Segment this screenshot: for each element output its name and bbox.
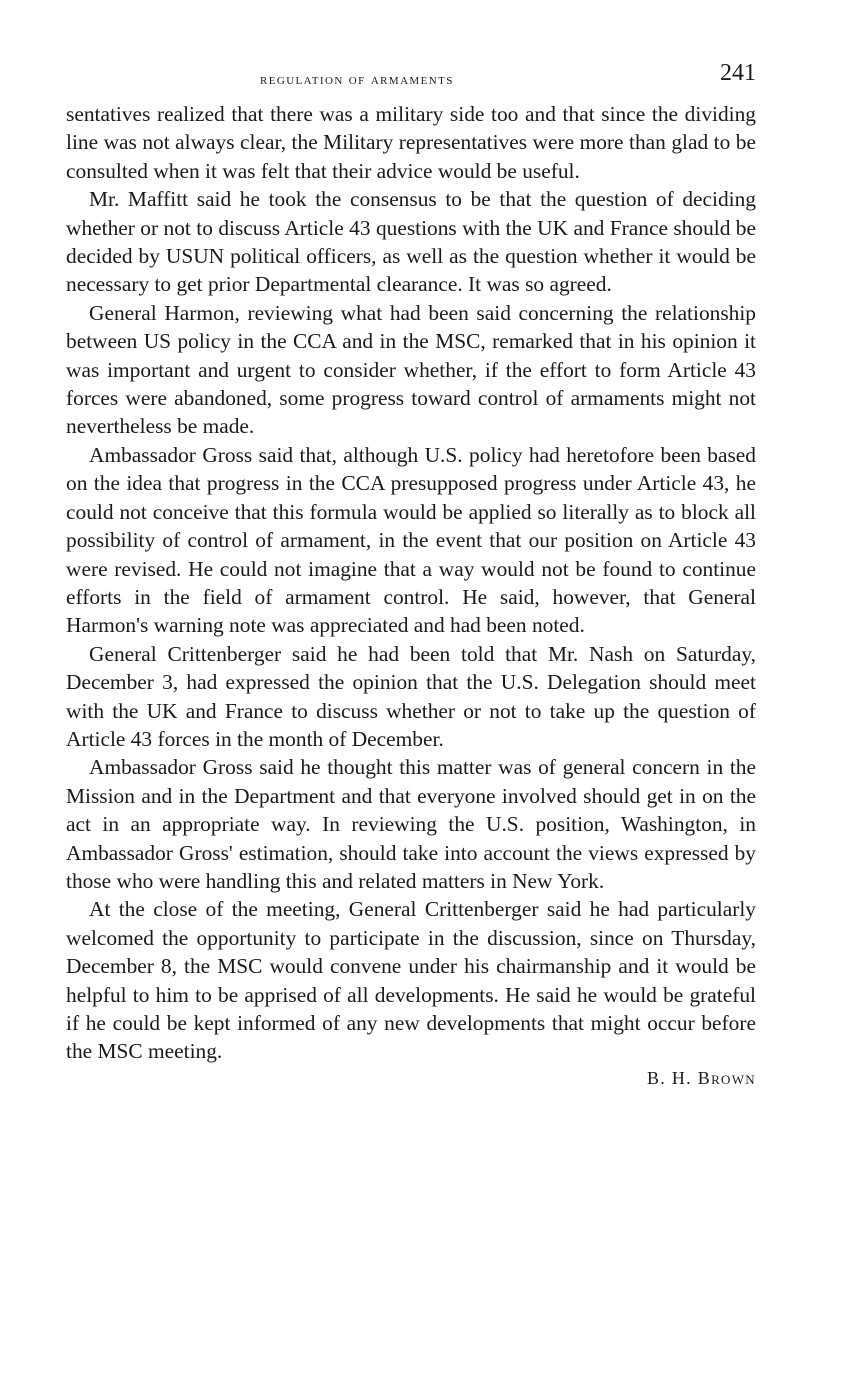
paragraph: Ambassador Gross said that, although U.S. policy had heretofore been based on the idea that progress in the CCA presupposed progress under Article 43, he could not conceive that this formula would be applied so literally as to block all possibility of control of armament, in the event that our position on Article 43 were revised. He could not imagine that a way would not be found to continue efforts in the field of armament control. He said, however, that General Harmon's warning note was appreciated and had been noted. <box>66 442 756 638</box>
paragraph-continuation: sentatives realized that there was a military side too and that since the dividing line was not always clear, the Military representatives were more than glad to be consulted when it was felt that their advice would be useful. <box>66 102 756 183</box>
running-head: regulation of armaments <box>260 72 454 88</box>
page-header <box>66 56 756 100</box>
signature: B. H. Brown <box>646 1067 756 1088</box>
page-number: 241 <box>720 60 756 86</box>
paragraph: Ambassador Gross said he thought this matter was of general concern in the Mission and in the Department and that everyone involved should get in on the act in an appropriate way. In reviewing the U.S. position, Washington, in Ambassador Gross' estimation, should take into account the views expressed by those who were handling this and related matters in New York. <box>66 755 756 893</box>
document-page <box>66 56 756 1089</box>
paragraph: General Crittenberger said he had been told that Mr. Nash on Saturday, December 3, had expressed the opinion that the U.S. Delegation should meet with the UK and France to discuss whether or not to take up the question of Article 43 forces in the month of December. <box>66 641 756 751</box>
body-text <box>66 100 756 1066</box>
paragraph: Mr. Maffitt said he took the consensus to be that the question of deciding whether or not to discuss Article 43 questions with the UK and France should be decided by USUN political officers, as well as the question whether it would be necessary to get prior Departmental clearance. It was so agreed. <box>66 187 756 297</box>
paragraph: At the close of the meeting, General Crittenberger said he had particularly welcomed the opportunity to participate in the discussion, since on Thursday, December 8, the MSC would convene under his chairmanship and it would be helpful to him to be apprised of all developments. He said he would be grateful if he could be kept informed of any new developments that might occur before the MSC meeting. <box>66 897 756 1064</box>
paragraph: General Harmon, reviewing what had been said concerning the relationship between US policy in the CCA and in the MSC, remarked that in his opinion it was important and urgent to consider whether, if the effort to form Article 43 forces were abandoned, some progress toward control of armaments might not nevertheless be made. <box>66 300 756 439</box>
